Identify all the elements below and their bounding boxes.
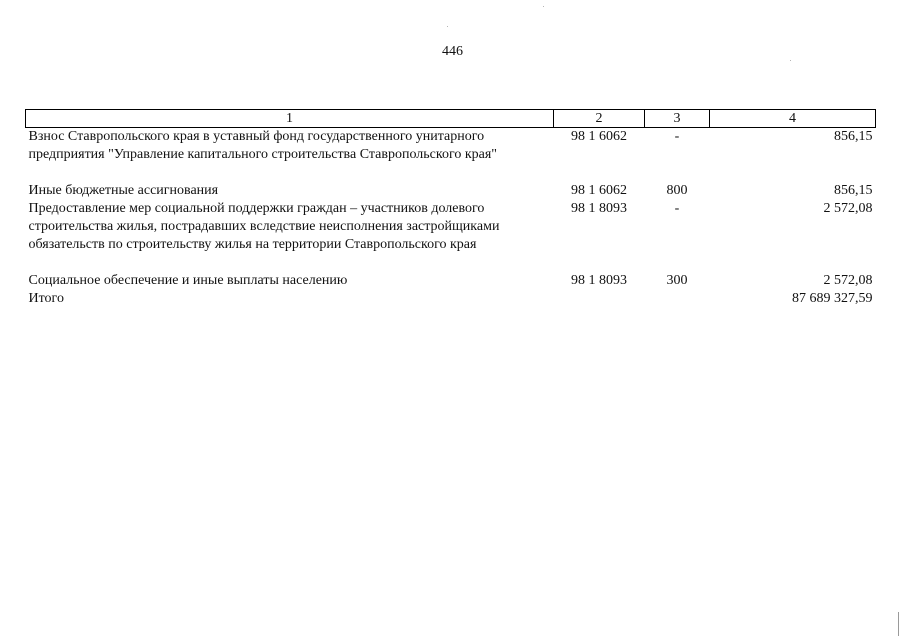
row-code: 98 1 8093 — [571, 273, 627, 288]
row-name: Предоставление мер социальной поддержки граждан – участников долевого строительства жилья, пострадавших вследствие неисполнения застройщиками обязательств по строительству жилья на территории Ставропольского края — [28, 201, 500, 252]
row-name: Взнос Ставропольского края в уставный фонд государственного унитарного предприятия "Управление капитального строительства Ставропольского края" — [28, 129, 498, 162]
row-type: 800 — [666, 183, 688, 198]
table-row — [26, 200, 876, 254]
header-cell-type: 3 — [645, 110, 710, 128]
row-type: - — [674, 201, 680, 216]
row-code: 98 1 6062 — [571, 183, 627, 198]
header-cell-sum: 4 — [710, 110, 876, 128]
budget-table — [25, 109, 876, 308]
row-type: - — [674, 129, 680, 144]
scan-speck — [543, 6, 544, 7]
header-cell-code: 2 — [554, 110, 645, 128]
row-name: Социальное обеспечение и иные выплаты населению — [28, 273, 348, 288]
row-sum: 2 572,08 — [823, 201, 873, 216]
spacer-row — [26, 254, 876, 272]
row-sum: 856,15 — [834, 129, 873, 144]
table-row — [26, 272, 876, 290]
scan-margin-mark — [898, 612, 899, 636]
table-row — [26, 128, 876, 165]
total-sum: 87 689 327,59 — [792, 291, 873, 306]
row-sum: 2 572,08 — [823, 273, 873, 288]
header-cell-name: 1 — [26, 110, 554, 128]
table-header-row — [26, 110, 876, 128]
row-name: Иные бюджетные ассигнования — [28, 183, 219, 198]
table-row — [26, 182, 876, 200]
total-label: Итого — [28, 291, 64, 306]
scan-speck — [790, 60, 791, 61]
row-code: 98 1 8093 — [571, 201, 627, 216]
page-number: 446 — [442, 44, 463, 59]
spacer-row — [26, 164, 876, 182]
row-code: 98 1 6062 — [571, 129, 627, 144]
row-type: 300 — [666, 273, 688, 288]
scan-speck — [447, 26, 448, 27]
row-sum: 856,15 — [834, 183, 873, 198]
total-row — [26, 290, 876, 308]
